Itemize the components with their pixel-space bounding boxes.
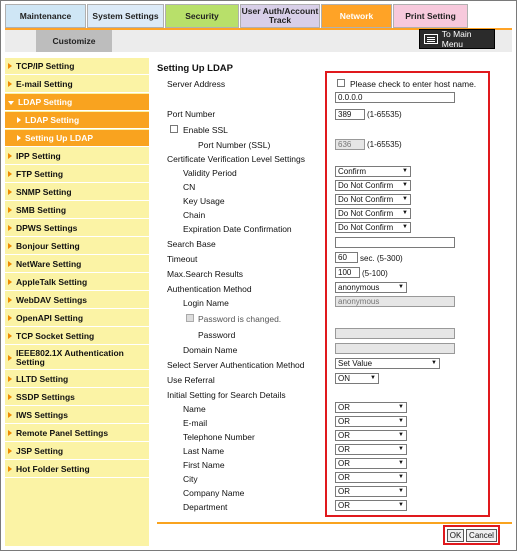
page-title: Setting Up LDAP (157, 63, 233, 74)
search-detail-label: Telephone Number (183, 432, 255, 442)
search-detail-label: First Name (183, 460, 225, 470)
port-ssl-label: Port Number (SSL) (198, 140, 271, 150)
arrow-right-icon (8, 225, 12, 231)
search-detail-label: Name (183, 404, 206, 414)
sidebar-item-lltd[interactable]: LLTD Setting (5, 371, 149, 388)
sidebar-item-tcpip[interactable]: TCP/IP Setting (5, 58, 149, 75)
chain-label: Chain (183, 210, 206, 220)
server-auth-method-label: Select Server Authentication Method (167, 360, 305, 370)
search-detail-select[interactable]: OR ▼ (335, 402, 407, 413)
sidebar-item-jsp[interactable]: JSP Setting (5, 443, 149, 460)
sidebar-item-webdav[interactable]: WebDAV Settings (5, 292, 149, 309)
search-detail-select[interactable]: OR ▼ (335, 472, 407, 483)
expiration-label: Expiration Date Confirmation (183, 224, 292, 234)
sidebar-subitem-setting-up-ldap[interactable]: Setting Up LDAP (5, 130, 149, 147)
search-base-label: Search Base (167, 239, 216, 249)
auth-method-select[interactable]: anonymous ▼ (335, 282, 407, 293)
sidebar-item-ssdp[interactable]: SSDP Settings (5, 389, 149, 406)
login-name-label: Login Name (183, 298, 229, 308)
use-referral-select[interactable]: ON ▼ (335, 373, 379, 384)
arrow-right-icon (8, 63, 12, 69)
max-results-range-text: (5-100) (362, 269, 388, 278)
domain-name-label: Domain Name (183, 345, 238, 355)
arrow-right-icon (8, 81, 12, 87)
tab-print-setting[interactable]: Print Setting (393, 4, 468, 28)
arrow-right-icon (8, 412, 12, 418)
to-main-menu-label: To Main Menu (441, 29, 472, 49)
tab-customize[interactable]: Customize (36, 30, 112, 52)
sidebar-item-smb[interactable]: SMB Setting (5, 202, 149, 219)
max-results-input[interactable]: 100 (335, 267, 360, 278)
sidebar-item-email[interactable]: E-mail Setting (5, 76, 149, 93)
arrow-right-icon (8, 430, 12, 436)
expiration-select[interactable]: Do Not Confirm ▼ (335, 222, 411, 233)
password-changed-label: Password is changed. (198, 314, 282, 324)
to-main-menu-button[interactable] (419, 29, 495, 49)
tab-user-auth[interactable]: User Auth/Account Track (240, 4, 320, 28)
password-label: Password (198, 330, 236, 340)
sidebar-item-ipp[interactable]: IPP Setting (5, 148, 149, 165)
ok-button[interactable]: OK (447, 529, 464, 542)
arrow-right-icon (8, 189, 12, 195)
arrow-right-icon (8, 297, 12, 303)
enable-ssl-label: Enable SSL (183, 125, 228, 135)
chain-select[interactable]: Do Not Confirm ▼ (335, 208, 411, 219)
arrow-right-icon (8, 153, 12, 159)
arrow-right-icon (8, 243, 12, 249)
sidebar-item-bonjour[interactable]: Bonjour Setting (5, 238, 149, 255)
search-detail-select[interactable]: OR ▼ (335, 430, 407, 441)
sidebar-item-netware[interactable]: NetWare Setting (5, 256, 149, 273)
validity-period-label: Validity Period (183, 168, 237, 178)
search-detail-select[interactable]: OR ▼ (335, 500, 407, 511)
tab-system-settings[interactable]: System Settings (87, 4, 164, 28)
search-detail-select[interactable]: OR ▼ (335, 416, 407, 427)
cn-label: CN (183, 182, 196, 192)
search-detail-select[interactable]: OR ▼ (335, 486, 407, 497)
cancel-button[interactable]: Cancel (466, 529, 497, 542)
search-detail-select[interactable]: OR ▼ (335, 444, 407, 455)
key-usage-select[interactable]: Do Not Confirm ▼ (335, 194, 411, 205)
sidebar-subitem-ldap-setting[interactable]: LDAP Setting (5, 112, 149, 129)
arrow-right-icon (8, 207, 12, 213)
arrow-right-icon (8, 448, 12, 454)
arrow-right-icon (8, 171, 12, 177)
arrow-down-icon (8, 101, 14, 105)
arrow-right-icon (17, 135, 21, 141)
timeout-unit-text: sec. (5-300) (360, 254, 403, 263)
tab-security[interactable]: Security (165, 4, 239, 28)
sidebar-item-hot-folder[interactable]: Hot Folder Setting (5, 461, 149, 478)
host-name-check-label: Please check to enter host name. (350, 79, 477, 89)
timeout-input[interactable]: 60 (335, 252, 358, 263)
highlight-box-settings (325, 71, 490, 517)
bottom-divider (157, 522, 512, 524)
sidebar (5, 58, 149, 546)
arrow-right-icon (8, 355, 12, 361)
arrow-right-icon (17, 117, 21, 123)
key-usage-label: Key Usage (183, 196, 225, 206)
arrow-right-icon (8, 315, 12, 321)
password-changed-checkbox[interactable] (186, 314, 194, 322)
use-referral-label: Use Referral (167, 375, 215, 385)
search-detail-label: E-mail (183, 418, 208, 428)
sidebar-item-ldap[interactable]: LDAP Setting (5, 94, 149, 111)
auth-method-label: Authentication Method (167, 284, 252, 294)
search-detail-label: Last Name (183, 446, 225, 456)
sidebar-item-appletalk[interactable]: AppleTalk Setting (5, 274, 149, 291)
arrow-right-icon (8, 333, 12, 339)
menu-icon (424, 34, 438, 44)
max-results-label: Max.Search Results (167, 269, 244, 279)
search-detail-label: City (183, 474, 198, 484)
sidebar-item-openapi[interactable]: OpenAPI Setting (5, 310, 149, 327)
sidebar-item-snmp[interactable]: SNMP Setting (5, 184, 149, 201)
initial-setting-label: Initial Setting for Search Details (167, 390, 286, 400)
server-address-label: Server Address (167, 79, 226, 89)
sidebar-item-ieee8021x[interactable]: IEEE802.1X Authentication Setting (5, 346, 149, 370)
port-ssl-range-text: (1-65535) (367, 140, 402, 149)
sidebar-item-tcp-socket[interactable]: TCP Socket Setting (5, 328, 149, 345)
cert-level-label: Certificate Verification Level Settings (167, 154, 305, 164)
search-detail-label: Department (183, 502, 228, 512)
arrow-right-icon (8, 394, 12, 400)
sidebar-item-iws[interactable]: IWS Settings (5, 407, 149, 424)
timeout-label: Timeout (167, 254, 198, 264)
validity-period-select[interactable]: Confirm ▼ (335, 166, 411, 177)
port-ssl-input[interactable]: 636 (335, 139, 365, 150)
port-range-text: (1-65535) (367, 110, 402, 119)
sidebar-item-dpws[interactable]: DPWS Settings (5, 220, 149, 237)
tab-network[interactable]: Network (321, 4, 392, 28)
port-number-input[interactable]: 389 (335, 109, 365, 120)
login-name-input[interactable]: anonymous (335, 296, 455, 307)
search-detail-label: Company Name (183, 488, 245, 498)
tab-maintenance[interactable]: Maintenance (5, 4, 86, 28)
arrow-right-icon (8, 261, 12, 267)
server-auth-method-select[interactable]: Set Value ▼ (335, 358, 440, 369)
arrow-right-icon (8, 279, 12, 285)
sidebar-item-remote-panel[interactable]: Remote Panel Settings (5, 425, 149, 442)
arrow-right-icon (8, 466, 12, 472)
cn-select[interactable]: Do Not Confirm ▼ (335, 180, 411, 191)
arrow-right-icon (8, 376, 12, 382)
search-detail-select[interactable]: OR ▼ (335, 458, 407, 469)
server-address-input[interactable]: 0.0.0.0 (335, 92, 455, 103)
sidebar-item-ftp[interactable]: FTP Setting (5, 166, 149, 183)
enable-ssl-checkbox[interactable] (170, 125, 178, 133)
port-number-label: Port Number (167, 109, 216, 119)
